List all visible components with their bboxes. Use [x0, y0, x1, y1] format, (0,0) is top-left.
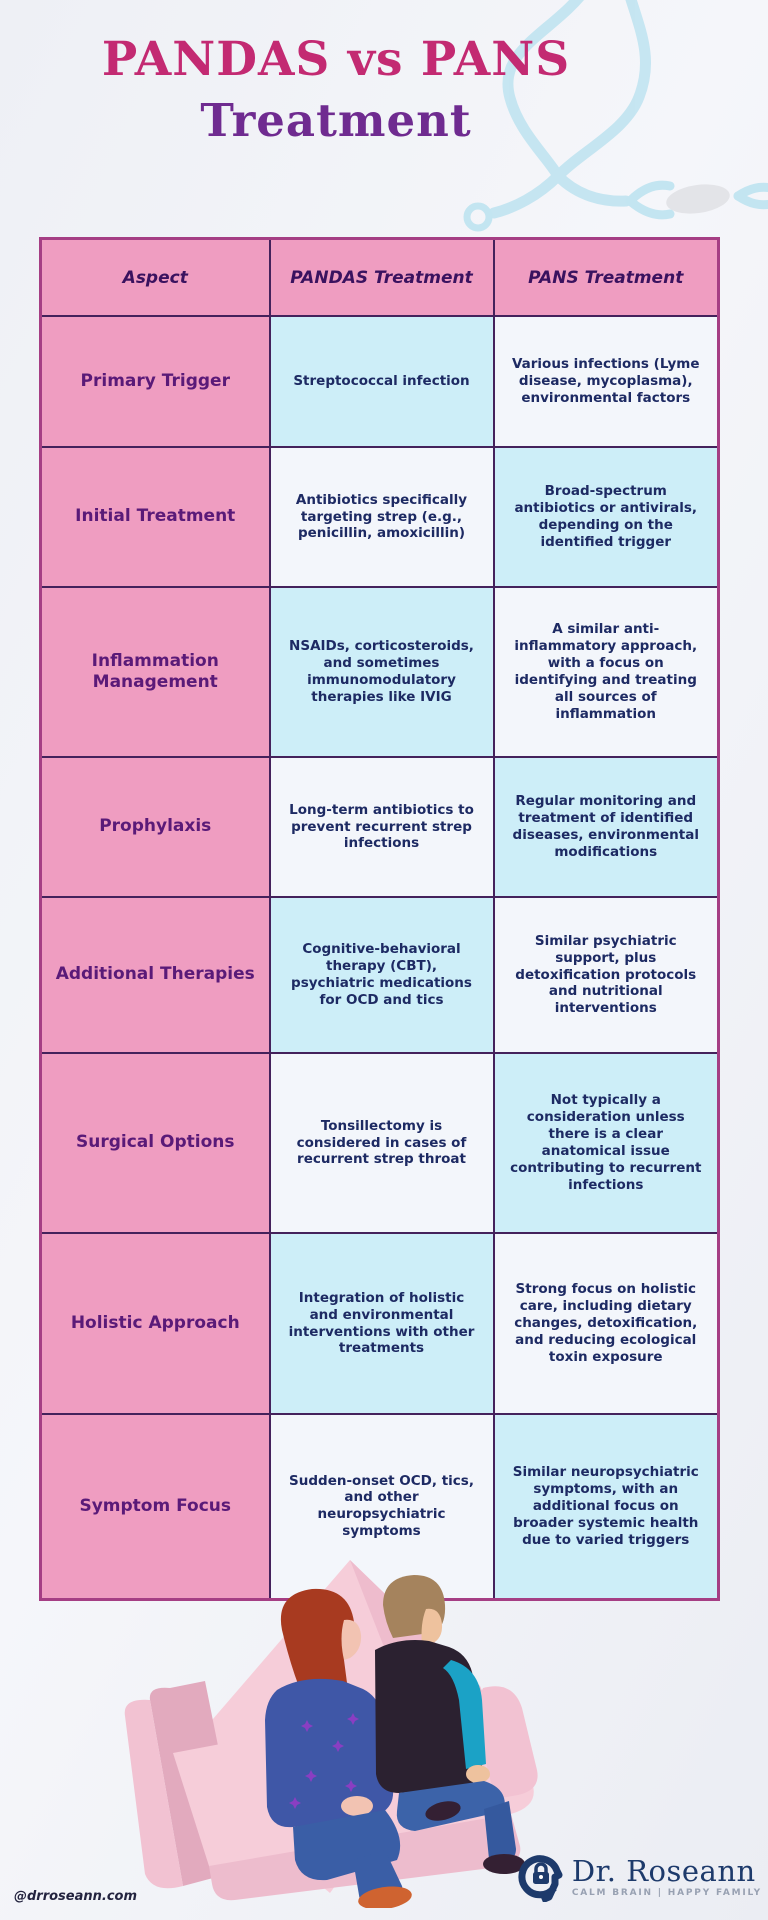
aspect-label: Primary Trigger	[41, 316, 270, 447]
pans-cell: Various infections (Lyme disease, mycoplasma), environmental factors	[494, 316, 719, 447]
aspect-label: Symptom Focus	[41, 1414, 270, 1599]
family-couch-illustration	[55, 1548, 575, 1912]
pans-cell: Strong focus on holistic care, including dietary changes, detoxification, and reducing ecological toxin exposure	[494, 1233, 719, 1414]
mother-sweater	[265, 1679, 393, 1827]
teen-face	[422, 1609, 443, 1645]
table-header-row	[41, 239, 719, 317]
pans-cell: Broad-spectrum antibiotics or antivirals, depending on the identified trigger	[494, 447, 719, 587]
pans-cell: A similar anti-inflammatory approach, with a focus on identifying and treating all sources of inflammation	[494, 587, 719, 757]
stethoscope-eartip-ring	[467, 206, 489, 228]
aspect-label: Initial Treatment	[41, 447, 270, 587]
pandas-cell: Cognitive-behavioral therapy (CBT), psychiatric medications for OCD and tics	[270, 897, 494, 1053]
comparison-table	[39, 237, 720, 1601]
aspect-label: Additional Therapies	[41, 897, 270, 1053]
pandas-cell: Antibiotics specifically targeting strep (e.g., penicillin, amoxicillin)	[270, 447, 494, 587]
brand-name: Dr. Roseann	[571, 1853, 756, 1888]
pans-cell: Not typically a consideration unless there is a clear anatomical issue contributing to recurrent infections	[494, 1053, 719, 1233]
dr-roseann-logo	[518, 1852, 762, 1902]
pandas-cell: NSAIDs, corticosteroids, and sometimes immunomodulatory therapies like IVIG	[270, 587, 494, 757]
table-row	[41, 316, 719, 447]
pandas-cell: Integration of holistic and environmental interventions with other treatments	[270, 1233, 494, 1414]
header-aspect: Aspect	[41, 239, 270, 317]
pans-cell: Similar psychiatric support, plus detoxification protocols and nutritional interventions	[494, 897, 719, 1053]
mother-hands	[341, 1796, 373, 1816]
aspect-label: Prophylaxis	[41, 757, 270, 897]
table-row	[41, 587, 719, 757]
header-pandas-treatment: PANDAS Treatment	[270, 239, 494, 317]
brand-tagline: CALM BRAIN | HAPPY FAMILY	[571, 1887, 762, 1898]
table-row	[41, 447, 719, 587]
aspect-label: Surgical Options	[41, 1053, 270, 1233]
teen-hand	[466, 1765, 490, 1783]
pans-cell: Regular monitoring and treatment of identified diseases, environmental modifications	[494, 757, 719, 897]
table-row	[41, 897, 719, 1053]
dr-roseann-logo-icon	[518, 1852, 564, 1902]
pandas-cell: Long-term antibiotics to prevent recurrent strep infections	[270, 757, 494, 897]
watermark-handle: @drroseann.com	[14, 1889, 138, 1904]
pandas-cell: Tonsillectomy is considered in cases of recurrent strep throat	[270, 1053, 494, 1233]
table-row	[41, 757, 719, 897]
pans-cell: Similar neuropsychiatric symptoms, with an additional focus on broader systemic health due to varied triggers	[494, 1414, 719, 1599]
aspect-label: Inflammation Management	[41, 587, 270, 757]
table-row	[41, 1053, 719, 1233]
pandas-cell: Streptococcal infection	[270, 316, 494, 447]
title-line-2: Treatment	[200, 93, 472, 147]
table-row	[41, 1233, 719, 1414]
pandas-cell: Sudden-onset OCD, tics, and other neuropsychiatric symptoms	[270, 1414, 494, 1599]
header-pans-treatment: PANS Treatment	[494, 239, 719, 317]
title-line-1: PANDAS vs PANS	[101, 32, 571, 87]
aspect-label: Holistic Approach	[41, 1233, 270, 1414]
page-title	[0, 34, 672, 145]
